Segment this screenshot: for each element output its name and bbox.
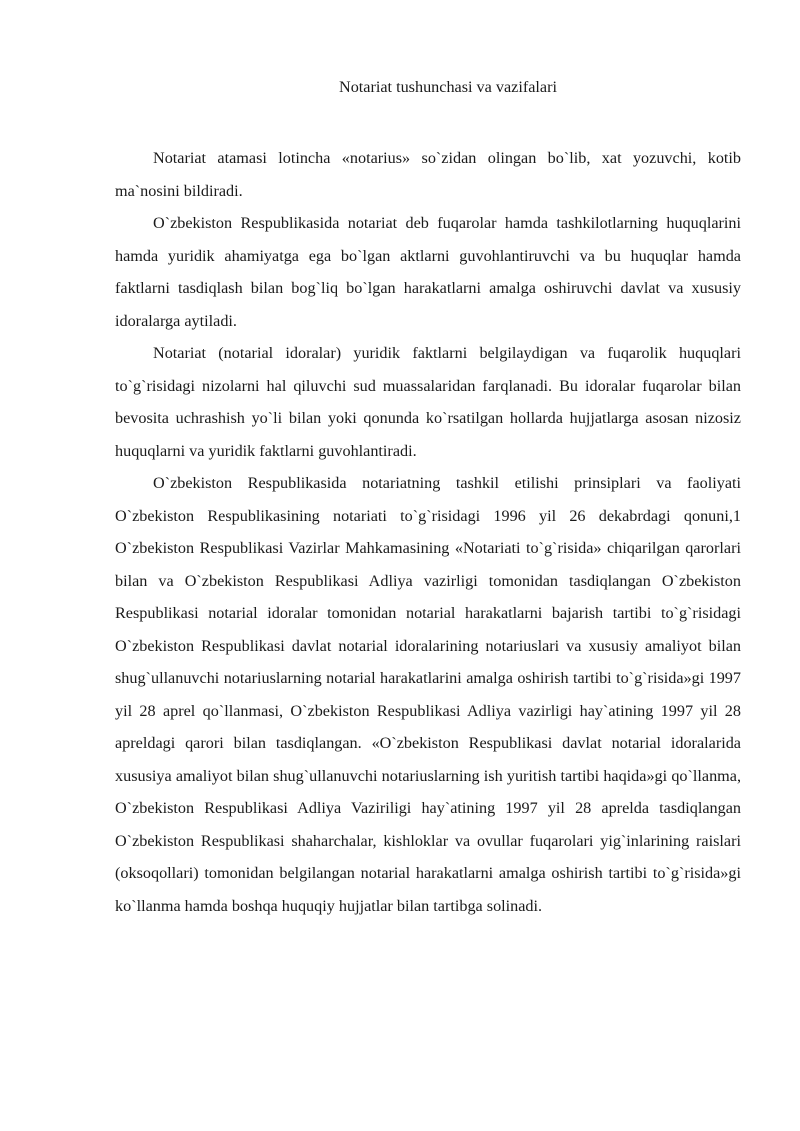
paragraph-3: Notariat (notarial idoralar) yuridik faktlarni belgilaydigan va fuqarolik huquqlari to`g`risidagi nizolarni hal qiluvchi sud muassalaridan farqlanadi. Bu idoralar fuqarolar bilan bevosita uchrashish yo`li bilan yoki qonunda ko`rsatilgan hollarda hujjatlarga asosan nizosiz huquqlarni va yuridik faktlarni guvohlantiradi. [115,344,741,460]
paragraph-1: Notariat atamasi lotincha «notarius» so`zidan olingan bo`lib, xat yozuvchi, kotib ma`nosini bildiradi. [115,149,741,200]
paragraph-2: O`zbekiston Respublikasida notariat deb fuqarolar hamda tashkilotlarning huquqlarini hamda yuridik ahamiyatga ega bo`lgan aktlarni guvohlantiruvchi va bu huquqlar hamda faktlarni tasdiqlash bilan bog`liq bo`lgan harakatlarni amalga oshiruvchi davlat va xususiy idoralarga aytiladi. [115,214,741,330]
page-title: Notariat tushunchasi va vazifalari [339,78,557,96]
paragraph-4: O`zbekiston Respublikasida notariatning tashkil etilishi prinsiplari va faoliyati O`zbekiston Respublikasining notariati to`g`risidagi 1996 yil 26 dekabrdagi qonuni,1 O`zbekiston Respublikasi Vazirlar Mahkamasining «Notariati to`g`risida» chiqarilgan qarorlari bilan va O`zbekiston Respublikasi Adliya vazirligi tomonidan tasdiqlangan O`zbekiston Respublikasi notarial idoralar tomonidan notarial harakatlarni bajarish tartibi to`g`risidagi O`zbekiston Respublikasi davlat notarial idoralarining notariuslari va xususiy amaliyot bilan shug`ullanuvchi notariuslarning notarial harakatlarini amalga oshirish tartibi to`g`risida»gi 1997 yil 28 aprel qo`llanmasi, O`zbekiston Respublikasi Adliya vazirligi hay`atining 1997 yil 28 apreldagi qarori bilan tasdiqlangan. «O`zbekiston Respublikasi davlat notarial idoralarida xususiya amaliyot bilan shug`ullanuvchi notariuslarning ish yuritish tartibi haqida»gi qo`llanma, O`zbekiston Respublikasi Adliya Vaziriligi hay`atining 1997 yil 28 aprelda tasdiqlangan O`zbekiston Respublikasi shaharchalar, kishloklar va ovullar fuqarolari yig`inlarining raislari (oksoqollari) tomonidan belgilangan notarial harakatlarni amalga oshirish tartibi to`g`risida»gi ko`llanma hamda boshqa huquqiy hujjatlar bilan tartibga solinadi. [115,474,741,915]
document-body [115,142,741,922]
